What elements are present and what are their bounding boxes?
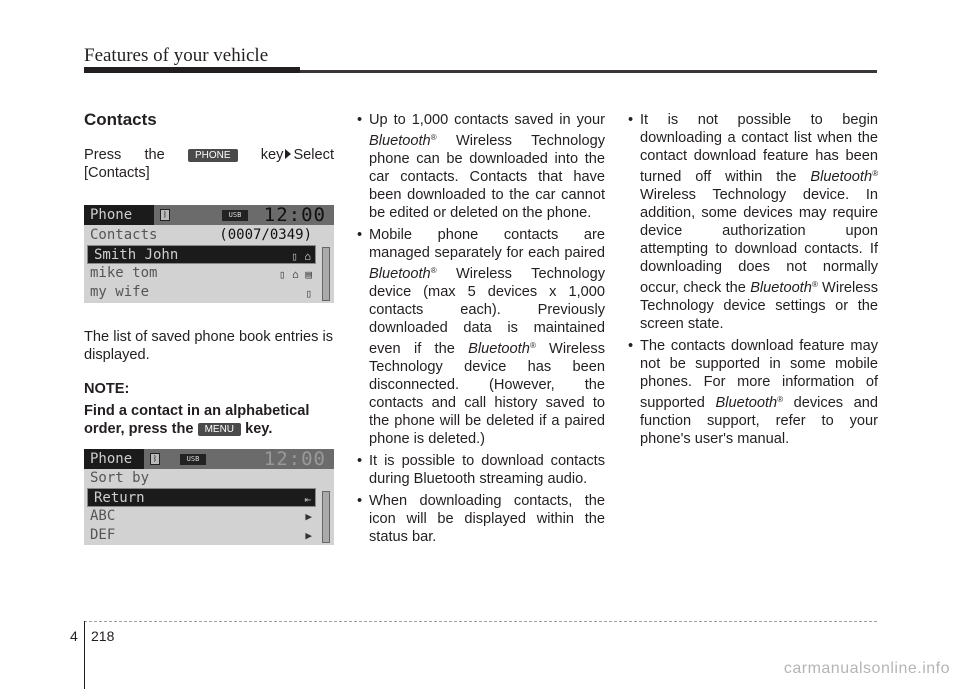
bullet-text: It is not possible to begin downloading a contact list when the contact download feature has been turned off within the [640, 112, 878, 185]
contacts-screen [84, 205, 334, 303]
header-rule [84, 67, 300, 73]
contact-name: my wife [90, 284, 150, 300]
watermark: carmanualsonline.info [783, 660, 950, 677]
bullet-text: Wireless Technology phone can be downloaded into the car contacts. Contacts that have been downloaded to the car cannot be edited or deleted on the phone. [369, 133, 605, 221]
bullet-item [626, 337, 878, 448]
registered-mark: ® [811, 280, 818, 289]
scrollbar[interactable] [322, 247, 330, 301]
registered-mark: ® [430, 133, 437, 142]
sort-option-row[interactable] [84, 507, 334, 526]
registered-mark: ® [529, 341, 536, 350]
bullet-item [355, 226, 605, 448]
contact-row-selected[interactable] [87, 245, 316, 264]
bullet-text: When downloading contacts, the icon will be displayed within the status bar. [369, 493, 605, 545]
bullet-item [355, 492, 605, 546]
chevron-right-icon: ▶ [305, 510, 312, 523]
note-label: NOTE: [84, 381, 130, 397]
contact-row[interactable] [84, 283, 334, 302]
contact-counter: (0007/0349) [219, 227, 312, 243]
screen-title-row [84, 226, 334, 245]
contacts-bracket-text: [Contacts] [84, 165, 150, 181]
screen-status-bar [84, 205, 334, 225]
sort-option-label: ABC [90, 508, 116, 524]
contact-name: Smith John [94, 247, 179, 263]
sort-option-label: DEF [90, 527, 116, 543]
bullet-text: Wireless Technology device (max 5 devices x 1,000 contacts each). Previously downloaded data is maintained even if the [369, 266, 605, 357]
bullet-text: Wireless Technology device has been disconnected. (However, the contacts and call history saved to the phone will be deleted if a paired phone is deleted.) [369, 341, 605, 447]
bullet-text: It is possible to download contacts during Bluetooth streaming audio. [369, 453, 605, 487]
registered-mark: ® [872, 169, 878, 178]
sort-option-row[interactable] [84, 526, 334, 545]
contact-row[interactable] [84, 264, 334, 283]
phone-icon: ▯ [305, 287, 312, 300]
screen-title: Sort by [90, 470, 150, 486]
registered-mark: ® [777, 395, 784, 404]
phone-home-office-icon: ▯ ⌂ ▤ [278, 268, 312, 281]
screen-phone-tab: Phone [84, 205, 154, 225]
column-right [626, 111, 878, 452]
registered-mark: ® [430, 266, 437, 275]
screen-title: Contacts [90, 227, 158, 243]
column-middle [355, 111, 605, 550]
bullet-item [355, 452, 605, 488]
return-label: Return [94, 490, 145, 506]
chapter-number: 4 [70, 628, 78, 644]
arrow-right-icon [285, 149, 291, 159]
screen-status-bar [84, 449, 334, 469]
instruction-text [84, 146, 334, 164]
phone-home-icon: ▯ ⌂ [291, 250, 311, 263]
bluetooth-word: Bluetooth [810, 169, 873, 185]
phone-key-badge: PHONE [188, 149, 238, 162]
bullet-item [355, 111, 605, 222]
usb-icon: USB [222, 210, 248, 221]
select-text: Select [293, 147, 334, 163]
sort-screen [84, 449, 334, 545]
menu-key-badge: MENU [198, 423, 241, 436]
key-text: key [260, 147, 284, 163]
note-text-pre: Find a contact in an alphabetical order, press the [84, 403, 310, 437]
bullet-text: Wireless Technology device settings or the screen state. [640, 280, 878, 332]
screen-clock: 12:00 [263, 204, 326, 226]
screen-phone-tab: Phone [84, 449, 144, 469]
bullet-item [626, 111, 878, 333]
bluetooth-word: Bluetooth [750, 280, 812, 296]
column-left-lower [84, 328, 334, 438]
bullet-text: Wireless Technology device. In addition, some devices may require device authorization upon attempting to download contacts. If downloading does not normally occur, check the [640, 187, 878, 296]
screen-clock: 12:00 [263, 448, 326, 470]
list-description: The list of saved phone book entries is displayed. [84, 329, 334, 363]
bluetooth-word: Bluetooth [369, 266, 431, 282]
usb-icon: USB [180, 454, 206, 465]
screen-title-row [84, 469, 334, 488]
header-rule-thin [300, 70, 877, 73]
bullet-text: Up to 1,000 contacts saved in your [369, 112, 605, 128]
page-header-title: Features of your vehicle [84, 45, 269, 66]
bullet-text: The contacts download feature may not be supported in some mobile phones. For more information of supported [640, 338, 878, 411]
bluetooth-icon: ᛒ [160, 209, 170, 221]
bluetooth-icon: ᛒ [150, 453, 160, 465]
note-text [84, 402, 334, 438]
contact-name: mike tom [90, 265, 158, 281]
press-text: Press the [84, 147, 165, 163]
scrollbar[interactable] [322, 491, 330, 543]
footer-rule [84, 621, 877, 622]
bullet-text: Mobile phone contacts are managed separately for each paired [369, 227, 605, 261]
section-heading: Contacts [84, 110, 157, 129]
column-left [84, 111, 334, 182]
chevron-right-icon: ▶ [305, 529, 312, 542]
return-row-selected[interactable] [87, 488, 316, 507]
bluetooth-word: Bluetooth [369, 133, 431, 149]
bluetooth-word: Bluetooth [468, 341, 530, 357]
footer-divider [84, 621, 85, 689]
page-number: 218 [91, 628, 115, 644]
bullet-text: devices and function support, refer to your phone's user's manual. [640, 395, 879, 447]
return-icon: ⇤ [304, 493, 311, 506]
note-text-post: key. [245, 421, 273, 437]
bluetooth-word: Bluetooth [715, 395, 778, 411]
